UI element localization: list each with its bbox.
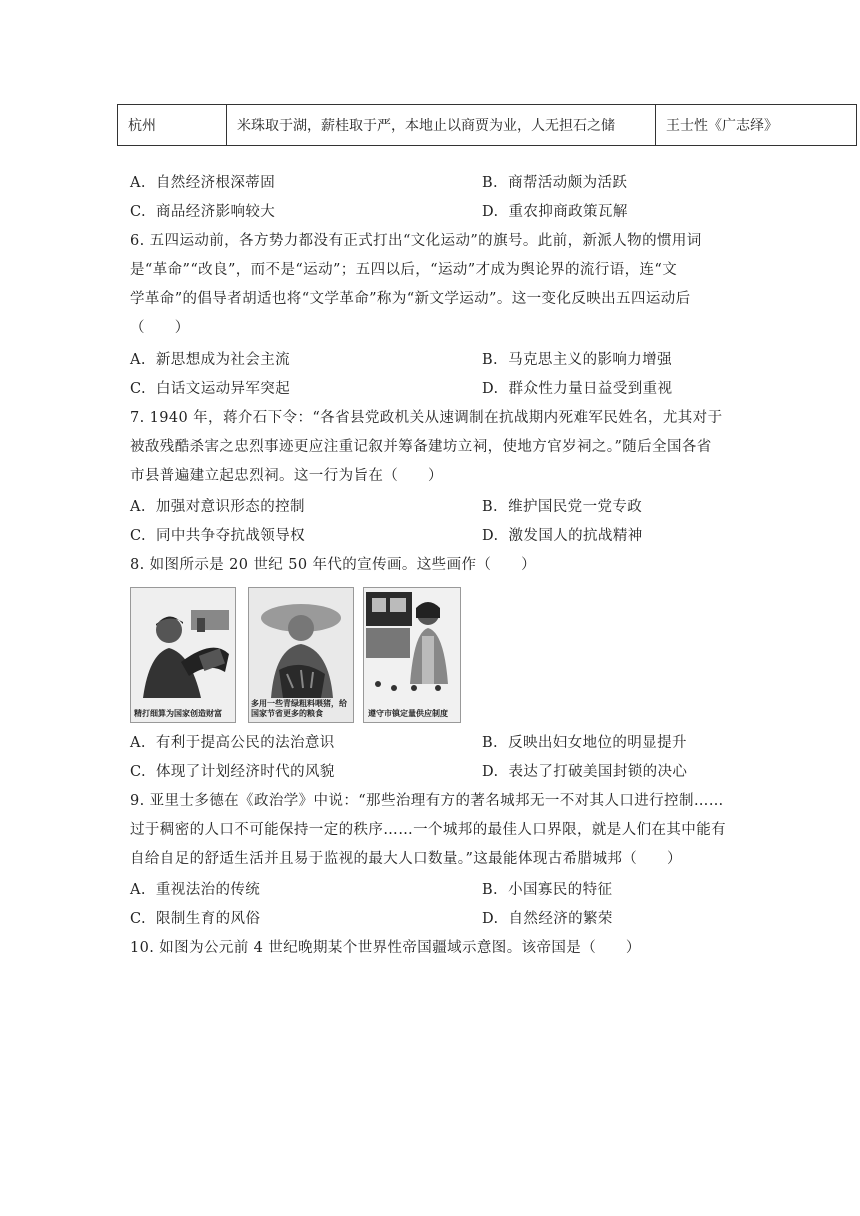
q8-option-a[interactable]: A. 有利于提高公民的法治意识 [130, 735, 335, 751]
source-table [117, 104, 857, 146]
poster-3-caption: 遵守市镇定量供应制度 [368, 708, 448, 718]
q10-stem: 10. 如图为公元前 4 世纪晚期某个世界性帝国疆域示意图。该帝国是（ ） [130, 940, 641, 956]
poster-2-caption: 多用一些青绿粗料喂猪，给国家节省更多的粮食 [251, 698, 347, 718]
table-cell-city: 杭州 [118, 105, 227, 146]
q9-option-d[interactable]: D. 自然经济的繁荣 [482, 911, 613, 927]
q6-option-a[interactable]: A. 新思想成为社会主流 [130, 352, 290, 368]
table-cell-quote: 米珠取于湖，薪桂取于严，本地止以商贾为业，人无担石之储 [227, 105, 656, 146]
q9-option-c[interactable]: C. 限制生育的风俗 [130, 911, 261, 927]
table-cell-source: 王士性《广志绎》 [656, 105, 857, 146]
q8-option-c[interactable]: C. 体现了计划经济时代的风貌 [130, 764, 335, 780]
poster-2 [248, 587, 354, 723]
table-row [118, 105, 857, 146]
q9-option-b[interactable]: B. 小国寡民的特征 [482, 882, 613, 898]
poster-1-illustration [131, 588, 235, 722]
q7-option-d[interactable]: D. 激发国人的抗战精神 [482, 528, 643, 544]
poster-3-illustration [364, 588, 460, 722]
q8-option-d[interactable]: D. 表达了打破美国封锁的决心 [482, 764, 688, 780]
poster-3 [363, 587, 461, 723]
q6-option-d[interactable]: D. 群众性力量日益受到重视 [482, 381, 673, 397]
q7-option-c[interactable]: C. 同中共争夺抗战领导权 [130, 528, 305, 544]
q7-option-a[interactable]: A. 加强对意识形态的控制 [130, 499, 305, 515]
q6-stem: 6. 五四运动前，各方势力都没有正式打出“文化运动”的旗号。此前，新派人物的惯用词 是“革命”“改良”，而不是“运动”；五四以后，“运动”才成为舆论界的流行语，连“文 学革命”的倡导者胡适也将“文学革命”称为“新文学运动”。这一变化反映出五四运动后 （ ） [130, 233, 702, 336]
q6-option-b[interactable]: B. 马克思主义的影响力增强 [482, 352, 672, 368]
q5-option-d[interactable]: D. 重农抑商政策瓦解 [482, 204, 628, 220]
q9-option-a[interactable]: A. 重视法治的传统 [130, 882, 261, 898]
q6-option-c[interactable]: C. 白话文运动异军突起 [130, 381, 291, 397]
poster-1 [130, 587, 236, 723]
propaganda-posters [130, 587, 460, 725]
q5-option-b[interactable]: B. 商帮活动颇为活跃 [482, 175, 628, 191]
q8-option-b[interactable]: B. 反映出妇女地位的明显提升 [482, 735, 687, 751]
q9-stem: 9. 亚里士多德在《政治学》中说：“那些治理有方的著名城邦无一不对其人口进行控制…… 过于稠密的人口不可能保持一定的秩序……一个城邦的最佳人口界限，就是人们在其中能有 自给自足的舒适生活并且易于监视的最大人口数量。”这最能体现古希腊城邦（ ） [130, 793, 726, 867]
q8-stem: 8. 如图所示是 20 世纪 50 年代的宣传画。这些画作（ ） [130, 557, 536, 573]
q7-stem: 7. 1940 年，蒋介石下令：“各省县党政机关从速调制在抗战期内死难军民姓名，尤其对于 被敌残酷杀害之忠烈事迹更应注重记叙并筹备建坊立祠，使地方官岁祠之。”随后全国各省 市县普遍建立起忠烈祠。这一行为旨在（ ） [130, 410, 723, 484]
q7-option-b[interactable]: B. 维护国民党一党专政 [482, 499, 643, 515]
q5-option-a[interactable]: A. 自然经济根深蒂固 [130, 175, 276, 191]
poster-1-caption: 精打细算为国家创造财富 [134, 708, 222, 718]
q5-option-c[interactable]: C. 商品经济影响较大 [130, 204, 276, 220]
